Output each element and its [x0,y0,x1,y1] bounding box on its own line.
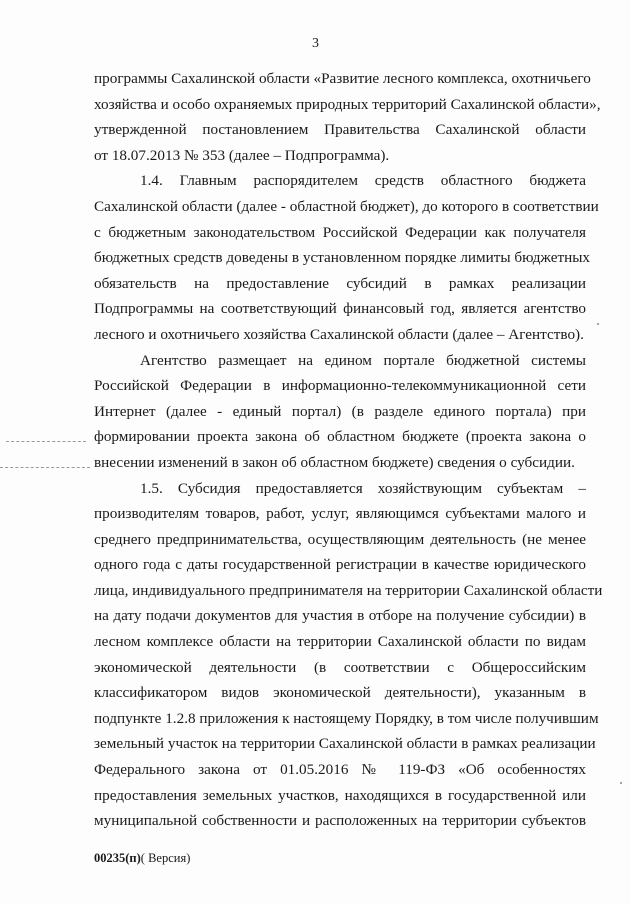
text-line: предоставления земельных участков, находящихся в государственной или [94,786,586,804]
text-line: муниципальной собственности и расположенных на территории субъектов [94,812,586,830]
scan-artifact-line [6,441,86,442]
text-line: формировании проекта закона об областном бюджете (проекта закона о [94,428,586,446]
text-line: Агентство размещает на едином портале бюджетной системы [140,351,586,369]
text-line: хозяйства и особо охраняемых природных территорий Сахалинской области», [94,95,601,113]
text-line: производителям товаров, работ, услуг, являющимся субъектами малого и [94,505,586,523]
text-line: бюджетных средств доведены в установленном порядке лимиты бюджетных [94,249,591,267]
text-line: Интернет (далее - единый портал) (в разделе единого портала) при [94,402,586,420]
text-line: лесном комплексе области на территории Сахалинской области по видам [94,633,586,651]
document-code: 00235(п) [94,851,141,865]
document-version-label: ( Версия) [140,851,191,865]
text-line: Федерального закона от 01.05.2016 № 119-ФЗ «Об особенностях [94,761,586,779]
page-number: 3 [312,36,319,51]
text-line: земельный участок на территории Сахалинской области в рамках реализации [94,735,596,753]
text-line: одного года с даты государственной регистрации в качестве юридического [94,556,586,574]
text-line: лица, индивидуального предпринимателя на территории Сахалинской области [94,581,603,599]
text-line: утвержденной постановлением Правительства Сахалинской области [94,121,586,139]
text-line: Сахалинской области (далее - областной бюджет), до которого в соответствии [94,197,599,215]
text-line: от 18.07.2013 № 353 (далее – Подпрограмма). [94,146,390,164]
text-line: с бюджетным законодательством Российской Федерации как получателя [94,223,586,241]
text-line: классификатором видов экономической деятельности), указанным в [94,684,586,702]
text-line: внесении изменений в закон об областном бюджете) сведения о субсидии. [94,453,575,471]
text-line: 1.5. Субсидия предоставляется хозяйствующим субъектам – [140,479,586,497]
scan-artifact-dot [597,323,599,325]
text-line: подпункте 1.2.8 приложения к настоящему Порядку, в том числе получившим [94,709,599,727]
text-line: Подпрограммы на соответствующий финансовый год, является агентство [94,300,586,318]
text-line: Российской Федерации в информационно-телекоммуникационной сети [94,377,586,395]
scan-artifact-line [0,467,90,468]
scan-artifact-dot [620,782,622,784]
document-body [94,66,603,834]
document-footer [94,851,190,866]
text-line: среднего предпринимательства, осуществляющим деятельность (не менее [94,530,586,548]
text-line: экономической деятельности (в соответствии с Общероссийским [94,658,586,676]
text-line: обязательств на предоставление субсидий в рамках реализации [94,274,586,292]
text-line: на дату подачи документов для участия в отборе на получение субсидии) в [94,607,586,625]
text-line: 1.4. Главным распорядителем средств областного бюджета [140,172,586,190]
text-line: лесного и охотничьего хозяйства Сахалинской области (далее – Агентство). [94,325,584,343]
text-line: программы Сахалинской области «Развитие лесного комплекса, охотничьего [94,70,591,87]
